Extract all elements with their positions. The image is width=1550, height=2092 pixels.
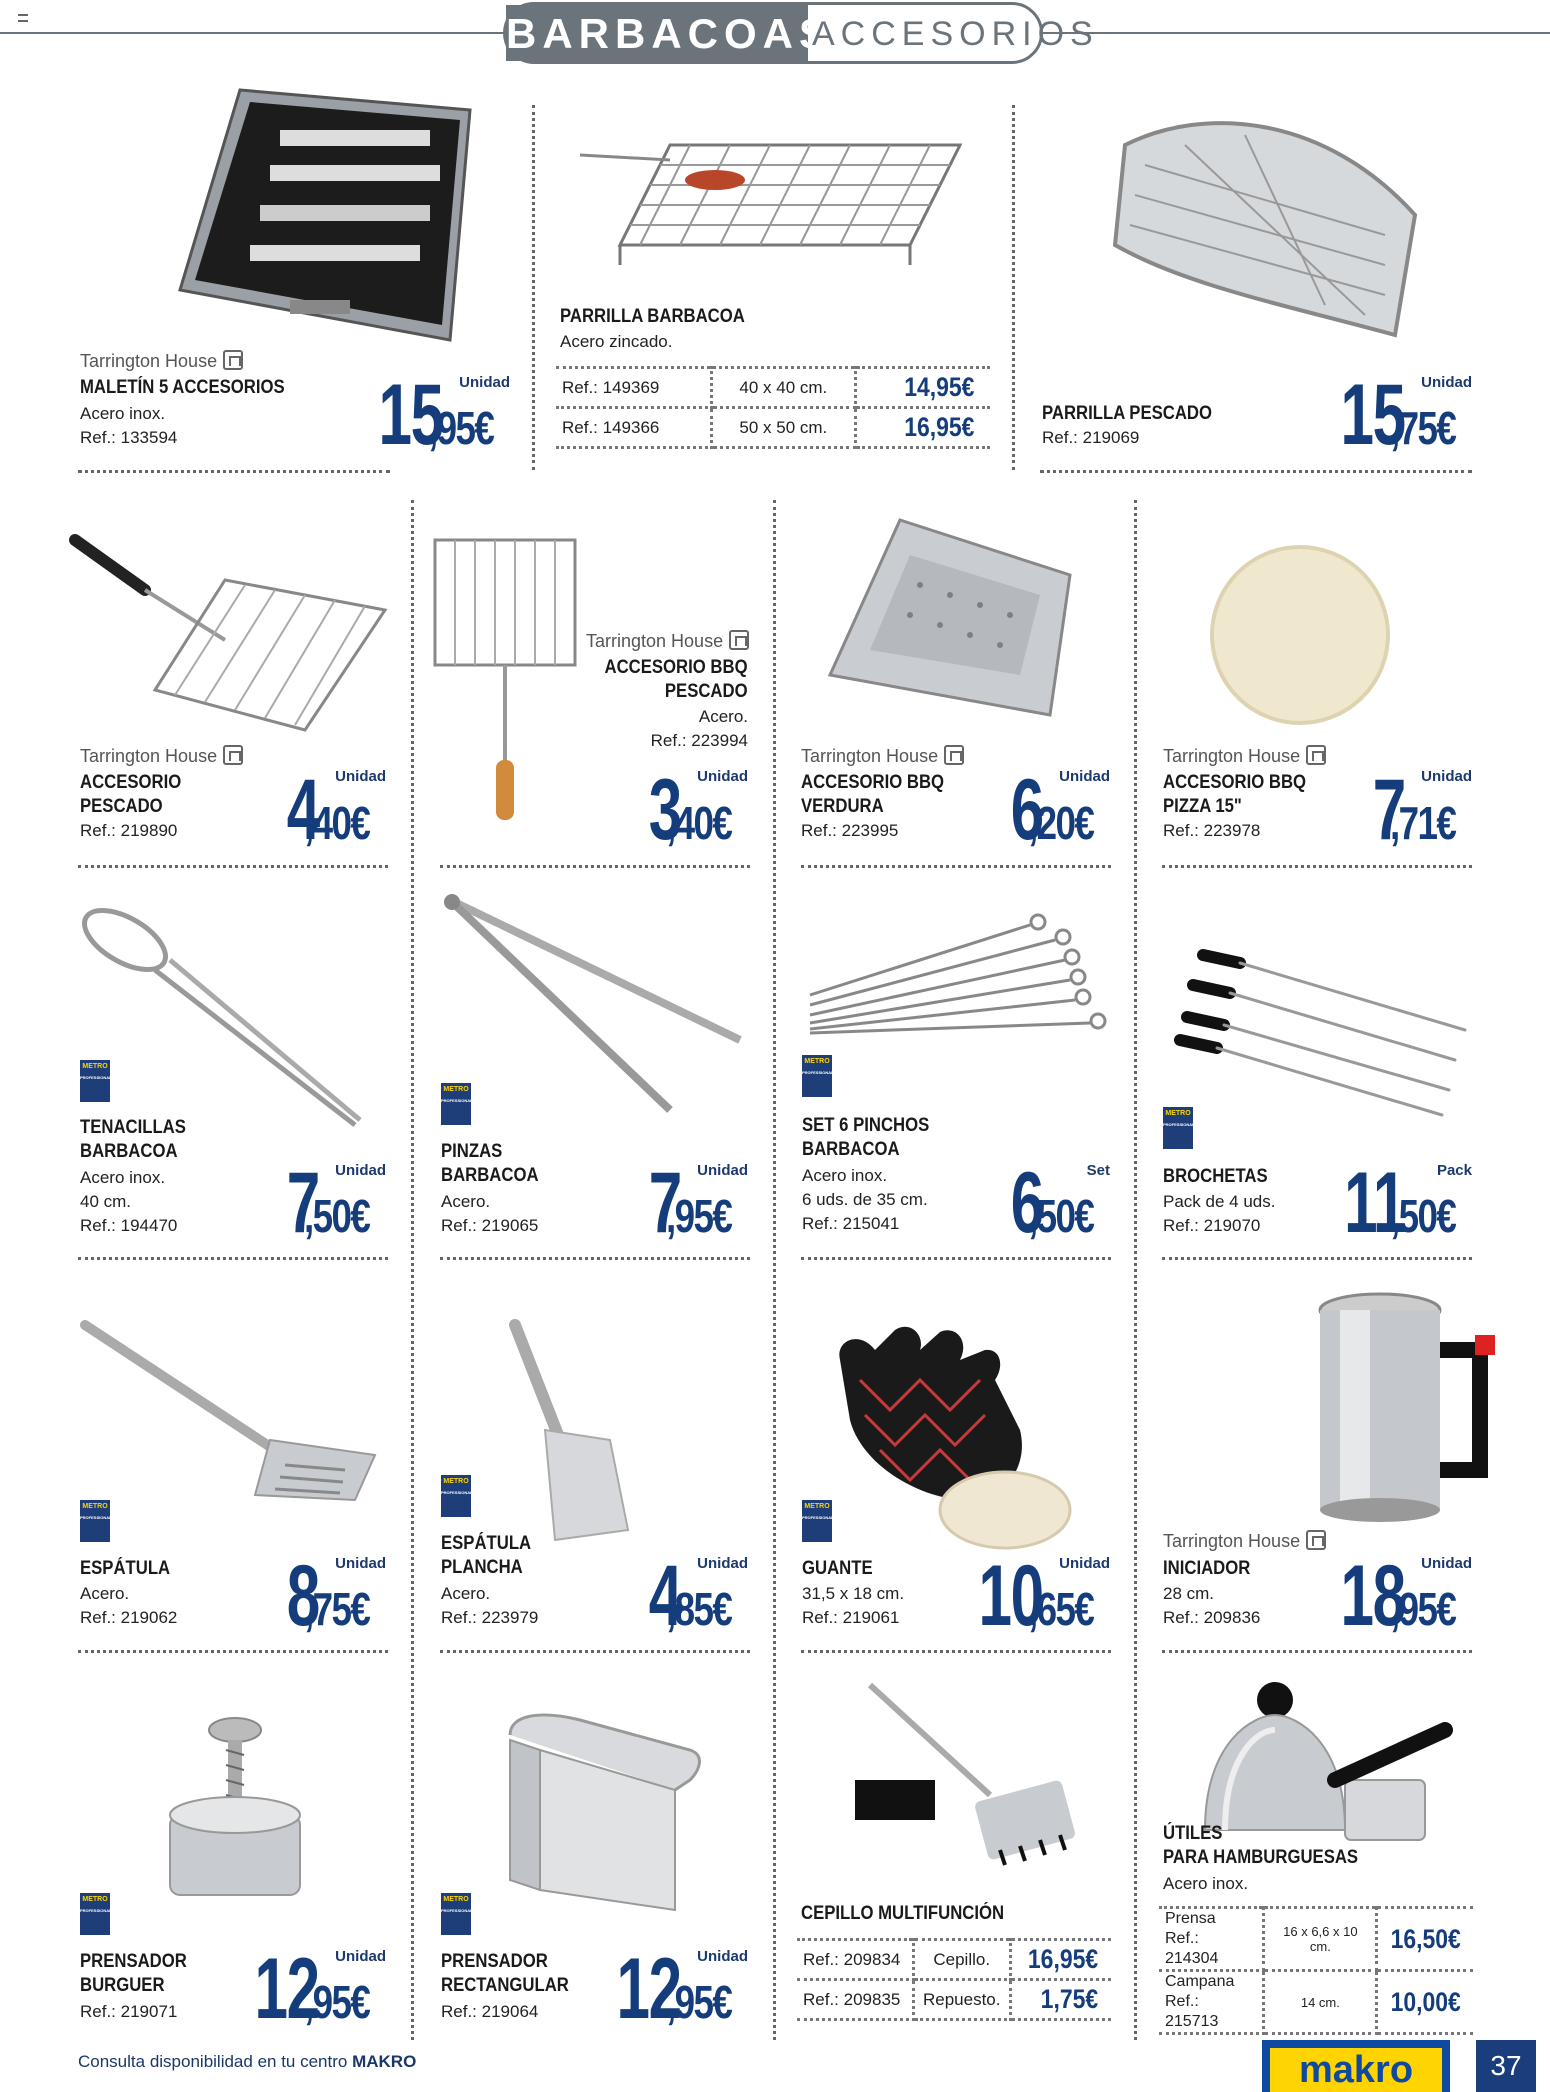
unit-label: Unidad bbox=[459, 374, 510, 391]
brand-label: Tarrington House bbox=[1163, 745, 1326, 767]
price-cell: 16,95€ bbox=[1018, 1940, 1104, 1980]
ref-cell: Ref.: 209835 bbox=[797, 1980, 913, 2020]
price: 15,95€ bbox=[378, 367, 494, 463]
price: 18,95€ bbox=[1340, 1548, 1456, 1644]
section-subtitle: ACCESORIOS bbox=[812, 15, 1099, 53]
divider bbox=[1162, 1257, 1472, 1260]
bbq-case-image bbox=[180, 90, 480, 350]
product-desc: Ref.: 219890 bbox=[80, 821, 178, 840]
product-desc: 28 cm. Ref.: 209836 bbox=[1163, 1584, 1261, 1627]
unit-label: Set bbox=[1086, 1162, 1110, 1179]
house-icon bbox=[729, 630, 749, 650]
ref-cell: Prensa Ref.: 214304 bbox=[1159, 1908, 1264, 1971]
divider bbox=[411, 500, 414, 2040]
product-name: PINZAS BARBACOA bbox=[441, 1141, 539, 1186]
product-desc: Ref.: 223978 bbox=[1163, 821, 1261, 840]
unit-label: Pack bbox=[1436, 1162, 1472, 1179]
divider bbox=[1040, 470, 1472, 473]
divider bbox=[78, 865, 388, 868]
product-desc: Ref.: 219064 bbox=[441, 2002, 539, 2021]
unit-label: Unidad bbox=[335, 768, 386, 785]
ref-cell: Ref.: 149366 bbox=[556, 408, 711, 448]
product-name: PARRILLA BARBACOA bbox=[560, 306, 745, 327]
metro-badge: METRO PROFESSIONAL bbox=[80, 1500, 110, 1542]
grill-pincers-image bbox=[440, 890, 750, 1130]
product-name: CEPILLO MULTIFUNCIÓN bbox=[801, 1903, 1005, 1924]
product-name: BROCHETAS bbox=[1163, 1166, 1268, 1187]
section-header bbox=[503, 2, 1099, 64]
product-desc: Acero. Ref.: 223979 bbox=[441, 1584, 539, 1627]
product-name: PRENSADOR RECTANGULAR bbox=[441, 1951, 569, 1996]
unit-label: Unidad bbox=[335, 1555, 386, 1572]
unit-label: Unidad bbox=[1421, 1555, 1472, 1572]
brochettes-image bbox=[1165, 935, 1470, 1125]
divider bbox=[440, 865, 750, 868]
fish-grill-tool-image bbox=[65, 530, 385, 740]
divider bbox=[1134, 500, 1137, 2040]
divider bbox=[801, 865, 1111, 868]
footer-note: Consulta disponibilidad en tu centro MAKRO bbox=[78, 2052, 417, 2071]
metro-badge: METRO PROFESSIONAL bbox=[80, 1893, 110, 1935]
page-number: 37 bbox=[1476, 2040, 1536, 2092]
brand-label: Tarrington House bbox=[1163, 1530, 1326, 1552]
product-desc: Ref.: 223995 bbox=[801, 821, 899, 840]
brand-label: Tarrington House bbox=[80, 350, 243, 372]
product-desc: Acero. Ref.: 219065 bbox=[441, 1192, 539, 1235]
price-cell: 14,95€ bbox=[865, 368, 979, 408]
price: 6,50€ bbox=[1010, 1155, 1094, 1251]
divider bbox=[532, 105, 535, 470]
product-desc: Acero inox. Ref.: 133594 bbox=[80, 404, 178, 447]
size-cell: Repuesto. bbox=[913, 1980, 1010, 2020]
unit-label: Unidad bbox=[1059, 1555, 1110, 1572]
metro-badge: METRO PROFESSIONAL bbox=[1163, 1107, 1193, 1149]
size-cell: 40 x 40 cm. bbox=[711, 368, 855, 408]
price: 11,50€ bbox=[1343, 1155, 1456, 1251]
product-name: ACCESORIO BBQ PIZZA 15" bbox=[1163, 772, 1307, 817]
price: 15,75€ bbox=[1340, 367, 1456, 463]
price: 7,50€ bbox=[286, 1155, 370, 1251]
product-desc: Ref.: 219069 bbox=[1042, 428, 1140, 447]
house-icon bbox=[1306, 1530, 1326, 1550]
metro-badge: METRO PROFESSIONAL bbox=[441, 1475, 471, 1517]
product-name: PRENSADOR BURGUER bbox=[80, 1951, 187, 1996]
product-name: MALETÍN 5 ACCESORIOS bbox=[80, 377, 285, 398]
ref-cell: Campana Ref.: 215713 bbox=[1159, 1971, 1264, 2034]
product-desc: Acero zincado. bbox=[560, 332, 673, 351]
price: 6,20€ bbox=[1010, 762, 1094, 858]
price-cell: 1,75€ bbox=[1018, 1980, 1104, 2020]
product-name: PARRILLA PESCADO bbox=[1042, 403, 1213, 424]
divider bbox=[1162, 865, 1472, 868]
divider bbox=[440, 1650, 750, 1653]
product-name: TENACILLAS BARBACOA bbox=[80, 1117, 186, 1162]
grill-brush-image bbox=[850, 1680, 1110, 1870]
price-table bbox=[556, 366, 990, 449]
product-name: ÚTILES PARA HAMBURGUESAS bbox=[1163, 1823, 1359, 1868]
size-cell: 14 cm. bbox=[1264, 1971, 1377, 2034]
divider bbox=[78, 470, 390, 473]
pizza-stone-image bbox=[1205, 540, 1395, 730]
product-name: SET 6 PINCHOS BARBACOA bbox=[802, 1115, 930, 1160]
unit-label: Unidad bbox=[697, 1555, 748, 1572]
price-table bbox=[797, 1938, 1111, 2021]
product-desc: Acero. Ref.: 219062 bbox=[80, 1584, 178, 1627]
metro-badge: METRO PROFESSIONAL bbox=[802, 1055, 832, 1097]
divider bbox=[801, 1257, 1111, 1260]
product-name: ACCESORIO PESCADO bbox=[80, 772, 182, 817]
price: 10,65€ bbox=[978, 1548, 1094, 1644]
price: 7,95€ bbox=[648, 1155, 732, 1251]
house-icon bbox=[1306, 745, 1326, 765]
fish-grill-basket-image bbox=[1085, 105, 1445, 355]
product-desc: Acero inox. bbox=[1163, 1874, 1249, 1893]
brand-label: Tarrington House bbox=[801, 745, 964, 767]
size-cell: 50 x 50 cm. bbox=[711, 408, 855, 448]
burger-press-image bbox=[160, 1715, 310, 1915]
divider bbox=[440, 1257, 750, 1260]
grill-grate-image bbox=[580, 105, 970, 280]
skewers-image bbox=[800, 905, 1110, 1035]
price: 4,85€ bbox=[648, 1548, 732, 1644]
divider bbox=[1012, 105, 1015, 470]
divider bbox=[78, 1650, 388, 1653]
section-title: BARBACOAS bbox=[506, 5, 808, 61]
price: 3,40€ bbox=[648, 762, 732, 858]
product-name: INICIADOR bbox=[1163, 1558, 1251, 1579]
vegetable-wok-image bbox=[820, 515, 1080, 745]
house-icon bbox=[223, 745, 243, 765]
unit-label: Unidad bbox=[335, 1162, 386, 1179]
product-desc: 31,5 x 18 cm. Ref.: 219061 bbox=[802, 1584, 905, 1627]
ref-cell: Ref.: 209834 bbox=[797, 1940, 913, 1980]
ref-cell: Ref.: 149369 bbox=[556, 368, 711, 408]
chimney-starter-image bbox=[1310, 1290, 1520, 1525]
unit-label: Unidad bbox=[335, 1948, 386, 1965]
brand-label: Tarrington House bbox=[586, 630, 749, 652]
product-desc: Acero inox. 40 cm. Ref.: 194470 bbox=[80, 1168, 178, 1235]
size-cell: Cepillo. bbox=[913, 1940, 1010, 1980]
price-cell: 10,00€ bbox=[1384, 1971, 1466, 2034]
size-cell: 16 x 6,6 x 10 cm. bbox=[1264, 1908, 1377, 1971]
house-icon bbox=[223, 350, 243, 370]
price: 12,95€ bbox=[616, 1941, 732, 2037]
price: 4,40€ bbox=[286, 762, 370, 858]
unit-label: Unidad bbox=[1421, 768, 1472, 785]
brand-label: Tarrington House bbox=[80, 745, 243, 767]
product-desc: Pack de 4 uds. Ref.: 219070 bbox=[1163, 1192, 1276, 1235]
rectangular-press-image bbox=[500, 1710, 710, 1910]
product-name: ACCESORIO BBQ VERDURA bbox=[801, 772, 945, 817]
divider bbox=[1162, 1650, 1472, 1653]
house-icon bbox=[944, 745, 964, 765]
product-desc: Acero. Ref.: 223994 bbox=[650, 707, 748, 750]
price-cell: 16,50€ bbox=[1384, 1908, 1466, 1971]
product-desc: Ref.: 219071 bbox=[80, 2002, 178, 2021]
price: 12,95€ bbox=[254, 1941, 370, 2037]
product-name: ESPÁTULA bbox=[80, 1558, 171, 1579]
unit-label: Unidad bbox=[697, 1948, 748, 1965]
product-name: GUANTE bbox=[802, 1558, 873, 1579]
unit-label: Unidad bbox=[697, 1162, 748, 1179]
plancha-spatula-image bbox=[500, 1320, 640, 1545]
unit-label: Unidad bbox=[1421, 374, 1472, 391]
product-desc: Acero inox. 6 uds. de 35 cm. Ref.: 215041 bbox=[802, 1166, 928, 1233]
divider bbox=[78, 1257, 388, 1260]
metro-badge: METRO PROFESSIONAL bbox=[441, 1893, 471, 1935]
metro-badge: METRO PROFESSIONAL bbox=[441, 1083, 471, 1125]
menu-icon[interactable] bbox=[18, 14, 28, 22]
price: 7,71€ bbox=[1372, 762, 1456, 858]
unit-label: Unidad bbox=[1059, 768, 1110, 785]
product-name: ACCESORIO BBQ PESCADO bbox=[604, 657, 748, 702]
glove-image bbox=[820, 1320, 1090, 1550]
spatula-image bbox=[75, 1315, 385, 1505]
price-cell: 16,95€ bbox=[865, 408, 979, 448]
makro-logo[interactable]: makro bbox=[1262, 2040, 1450, 2092]
divider bbox=[801, 1650, 1111, 1653]
product-name: ESPÁTULA PLANCHA bbox=[441, 1533, 532, 1578]
divider bbox=[773, 500, 776, 2040]
unit-label: Unidad bbox=[697, 768, 748, 785]
price: 8,75€ bbox=[286, 1548, 370, 1644]
metro-badge: METRO PROFESSIONAL bbox=[80, 1060, 110, 1102]
tongs-image bbox=[75, 900, 375, 1140]
metro-badge: METRO PROFESSIONAL bbox=[802, 1500, 832, 1542]
price-table bbox=[1159, 1906, 1473, 2035]
